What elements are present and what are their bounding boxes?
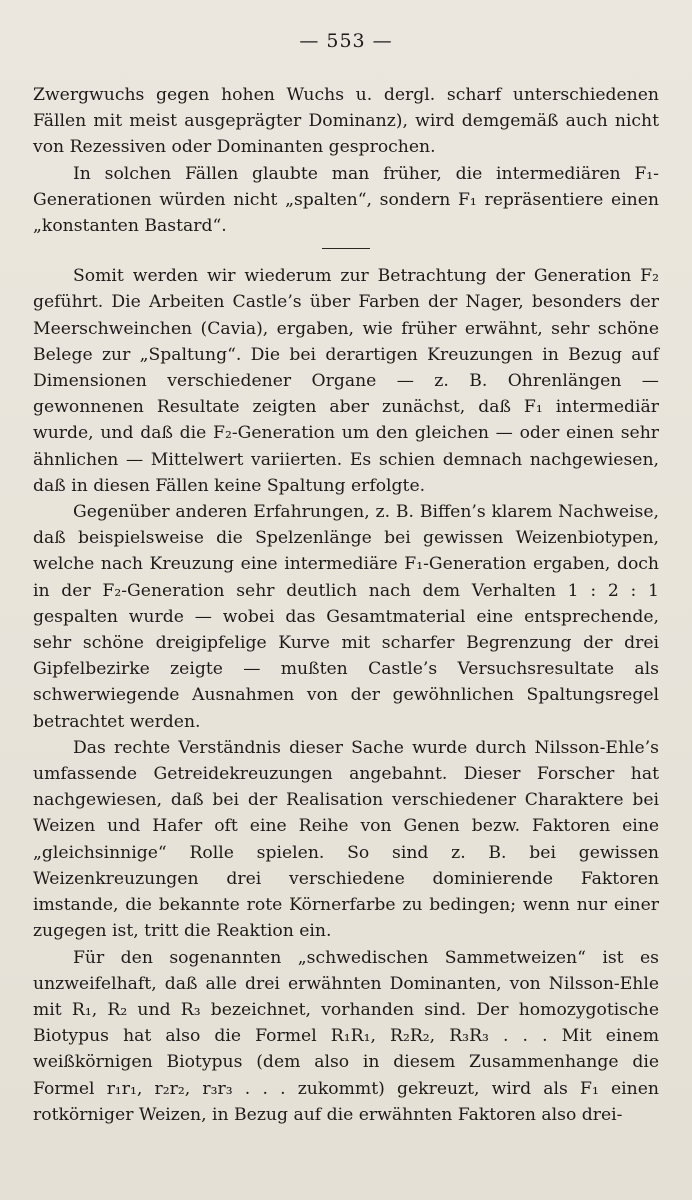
paragraph-1: Zwergwuchs gegen hohen Wuchs u. dergl. scharf unterschiedenen Fällen mit meist ausgeprägter Dominanz), wird demgemäß auch nicht von Rezessiven oder Dominanten gesprochen. — [33, 85, 659, 158]
paragraph-6: Für den sogenannten „schwedischen Sammetweizen“ ist es unzweifelhaft, daß alle drei erwähnten Dominanten, von Nilsson-Ehle mit R₁, R₂ und R₃ bezeichnet, vorhanden sind. Der homozygotische Biotypus hat also die Formel R₁R₁, R₂R₂, R₃R₃ . . . Mit einem weißkörnigen Biotypus (dem also in diesem Zusammenhange die Formel r₁r₁, r₂r₂, r₃r₃ . . . zukommt) gekreuzt, wird als F₁ einen rotkörniger Weizen, in Bezug auf die erwähnten Faktoren also drei- — [33, 947, 659, 1125]
paragraph-4: Gegenüber anderen Erfahrungen, z. B. Biffen’s klarem Nachweise, daß beispielsweise die Spelzenlänge bei gewissen Weizenbiotypen, welche nach Kreuzung eine intermediäre F₁-Generation ergaben, doch in der F₂-Generation sehr deutlich nach dem Verhalten 1 : 2 : 1 gespalten wurde — wobei das Gesamtmaterial eine entsprechende, sehr schöne dreigipfelige Kurve mit scharfer Begrenzung der drei Gipfelbezirke zeigte — mußten Castle’s Versuchsresultate als schwerwiegende Ausnahmen von der gewöhnlichen Spaltungsregel betrachtet werden. — [33, 502, 659, 732]
paragraph-3: Somit werden wir wiederum zur Betrachtung der Generation F₂ geführt. Die Arbeiten Castle’s über Farben der Nager, besonders der Meerschweinchen (Cavia), ergaben, wie früher erwähnt, sehr schöne Belege zur „Spaltung“. Die bei derartigen Kreuzungen in Bezug auf Dimensionen verschiedener Organe — z. B. Ohrenlängen — gewonnenen Resultate zeigten aber zunächst, daß F₁ intermediär wurde, und daß die F₂-Generation um den gleichen — oder einen sehr ähnlichen — Mittelwert variierten. Es schien demnach nachgewiesen, daß in diesen Fällen keine Spaltung erfolgte. — [33, 266, 659, 496]
paragraph-5: Das rechte Verständnis dieser Sache wurde durch Nilsson-Ehle’s umfassende Getreidekreuzungen angebahnt. Dieser Forscher hat nachgewiesen, daß bei der Realisation verschiedener Charaktere bei Weizen und Hafer oft eine Reihe von Genen bezw. Faktoren eine „gleichsinnige“ Rolle spielen. So sind z. B. bei gewissen Weizenkreuzungen drei verschiedene dominierende Faktoren imstande, die bekannte rote Körnerfarbe zu bedingen; wenn nur einer zugegen ist, tritt die Reaktion ein. — [33, 737, 659, 942]
body-text — [33, 82, 659, 1128]
paragraph-2: In solchen Fällen glaubte man früher, die intermediären F₁-Generationen würden nicht „spalten“, sondern F₁ repräsentiere einen „konstanten Bastard“. — [33, 163, 659, 237]
page-number: — 553 — — [299, 30, 393, 52]
section-separator — [322, 248, 370, 249]
